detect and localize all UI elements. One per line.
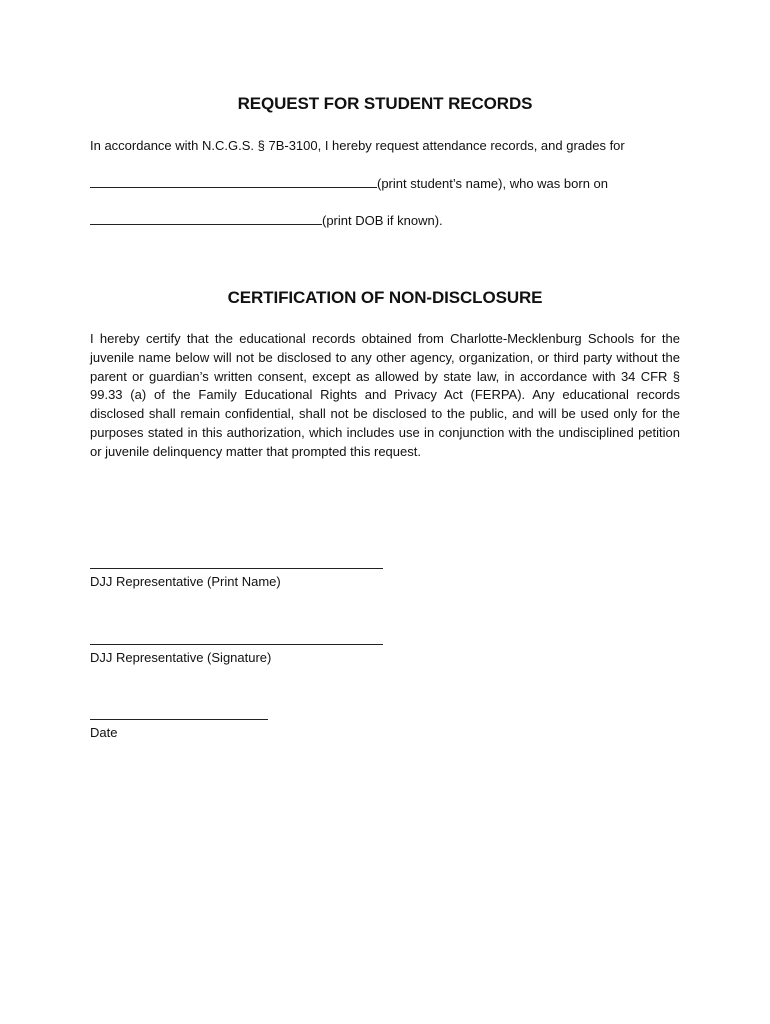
dob-line bbox=[90, 212, 443, 228]
date-line[interactable] bbox=[90, 719, 268, 720]
request-intro-text: In accordance with N.C.G.S. § 7B-3100, I hereby request attendance records, and grades for bbox=[90, 138, 625, 153]
print-name-signature-line[interactable] bbox=[90, 568, 383, 569]
signature-line[interactable] bbox=[90, 644, 383, 645]
dob-label: (print DOB if known). bbox=[322, 213, 443, 228]
signature-label: DJJ Representative (Signature) bbox=[90, 650, 272, 665]
student-name-blank[interactable] bbox=[90, 175, 377, 188]
request-title: REQUEST FOR STUDENT RECORDS bbox=[237, 94, 533, 113]
certification-title: CERTIFICATION OF NON-DISCLOSURE bbox=[227, 288, 543, 307]
print-name-label: DJJ Representative (Print Name) bbox=[90, 574, 281, 589]
student-name-line bbox=[90, 175, 608, 191]
date-label: Date bbox=[90, 725, 118, 740]
dob-blank[interactable] bbox=[90, 212, 322, 225]
certification-body: I hereby certify that the educational records obtained from Charlotte-Mecklenburg Schools for the juvenile name below will not be disclosed to any other agency, organization, or third party without the parent or guardian’s written consent, except as allowed by state law, in accordance with 34 CFR § 99.33 (a) of the Family Educational Rights and Privacy Act (FERPA). Any educational records disclosed shall remain confidential, shall not be disclosed to the public, and will be used only for the purposes stated in this authorization, which includes use in conjunction with the undisciplined petition or juvenile delinquency matter that prompted this request. bbox=[90, 331, 680, 459]
student-name-label: (print student’s name), who was born on bbox=[377, 176, 608, 191]
